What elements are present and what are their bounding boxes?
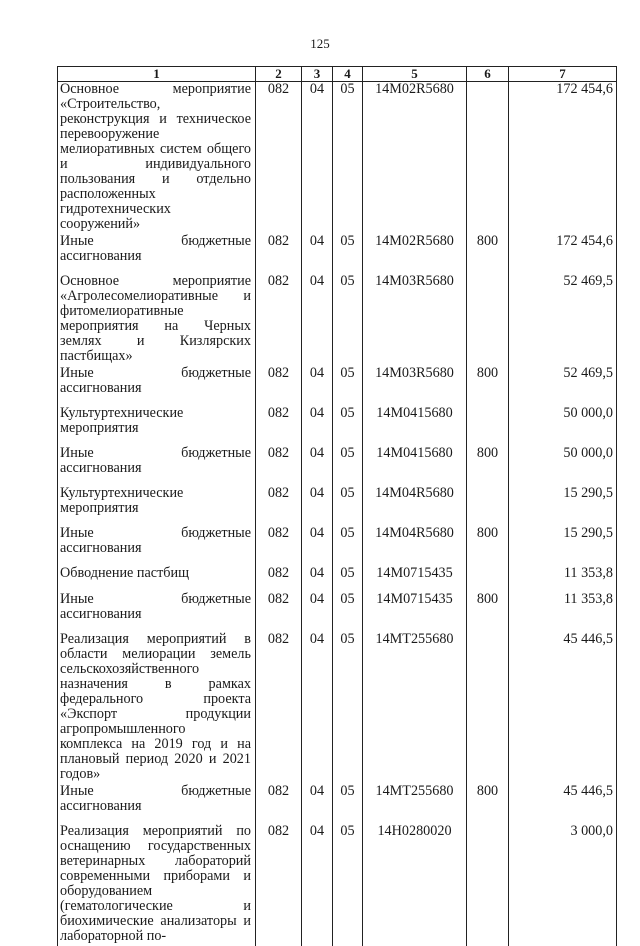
row-name-cell: Реализация мероприятий по оснащению государственных ветеринарных лабораторий современными приборами и оборудованием (гематологические и биохимические анализаторы и лабораторной по-: [58, 824, 256, 946]
row-col4-cell: 05: [333, 274, 363, 366]
row-col5-cell: 14М0415680: [363, 446, 467, 486]
row-name-cell: Культуртехнические мероприятия: [58, 486, 256, 526]
row-name-cell: Иные бюджетные ассигнования: [58, 446, 256, 486]
row-col4-cell: 05: [333, 366, 363, 406]
row-col7-cell: 11 353,8: [509, 566, 617, 592]
row-name-cell: Иные бюджетные ассигнования: [58, 592, 256, 632]
row-col4-cell: 05: [333, 526, 363, 566]
row-col2-cell: 082: [256, 366, 302, 406]
row-col5-cell: 14М03R5680: [363, 366, 467, 406]
row-col2-cell: 082: [256, 406, 302, 446]
table-row: [58, 366, 617, 406]
row-col2-cell: 082: [256, 274, 302, 366]
row-name-cell: Иные бюджетные ассигнования: [58, 366, 256, 406]
row-col5-cell: 14М02R5680: [363, 234, 467, 274]
table-row: [58, 446, 617, 486]
row-name-cell: Иные бюджетные ассигнования: [58, 526, 256, 566]
row-name-cell: Иные бюджетные ассигнования: [58, 784, 256, 824]
row-col3-cell: 04: [302, 566, 333, 592]
row-col6-cell: 800: [467, 784, 509, 824]
row-col2-cell: 082: [256, 446, 302, 486]
row-name-cell: Культуртехнические мероприятия: [58, 406, 256, 446]
row-col6-cell: [467, 406, 509, 446]
row-col5-cell: 14М0715435: [363, 566, 467, 592]
row-col2-cell: 082: [256, 486, 302, 526]
column-header: 2: [256, 67, 302, 82]
row-col7-cell: 172 454,6: [509, 234, 617, 274]
row-col5-cell: 14Н0280020: [363, 824, 467, 946]
row-col4-cell: 05: [333, 566, 363, 592]
row-col4-cell: 05: [333, 234, 363, 274]
row-col4-cell: 05: [333, 632, 363, 784]
row-col7-cell: 52 469,5: [509, 366, 617, 406]
row-col3-cell: 04: [302, 446, 333, 486]
row-name-cell: Основное мероприятие «Агролесомелиоративные и фитомелиоративные мероприятия на Черных землях и Кизлярских пастбищах»: [58, 274, 256, 366]
table-row: [58, 274, 617, 366]
row-col4-cell: 05: [333, 784, 363, 824]
row-col2-cell: 082: [256, 824, 302, 946]
row-col3-cell: 04: [302, 234, 333, 274]
row-col6-cell: [467, 274, 509, 366]
row-col7-cell: 15 290,5: [509, 526, 617, 566]
row-col2-cell: 082: [256, 632, 302, 784]
table-row: [58, 486, 617, 526]
row-col4-cell: 05: [333, 446, 363, 486]
table-row: [58, 824, 617, 946]
row-col7-cell: 3 000,0: [509, 824, 617, 946]
table-row: [58, 234, 617, 274]
header-row: [58, 67, 617, 82]
row-col5-cell: 14М04R5680: [363, 526, 467, 566]
row-col7-cell: 11 353,8: [509, 592, 617, 632]
table-row: [58, 406, 617, 446]
row-col3-cell: 04: [302, 592, 333, 632]
row-col3-cell: 04: [302, 406, 333, 446]
row-col3-cell: 04: [302, 784, 333, 824]
row-col5-cell: 14МТ255680: [363, 632, 467, 784]
row-col6-cell: [467, 632, 509, 784]
column-header: 5: [363, 67, 467, 82]
row-col7-cell: 45 446,5: [509, 632, 617, 784]
row-col2-cell: 082: [256, 592, 302, 632]
row-col5-cell: 14М0715435: [363, 592, 467, 632]
row-col5-cell: 14МТ255680: [363, 784, 467, 824]
table-row: [58, 566, 617, 592]
row-col7-cell: 50 000,0: [509, 446, 617, 486]
column-header: 4: [333, 67, 363, 82]
row-col5-cell: 14М03R5680: [363, 274, 467, 366]
row-col2-cell: 082: [256, 234, 302, 274]
page-number: 125: [310, 36, 330, 51]
row-col2-cell: 082: [256, 566, 302, 592]
row-col4-cell: 05: [333, 82, 363, 235]
row-col7-cell: 15 290,5: [509, 486, 617, 526]
row-col3-cell: 04: [302, 632, 333, 784]
row-col2-cell: 082: [256, 784, 302, 824]
row-col6-cell: [467, 824, 509, 946]
table-row: [58, 526, 617, 566]
row-col3-cell: 04: [302, 82, 333, 235]
row-col7-cell: 50 000,0: [509, 406, 617, 446]
row-name-cell: Обводнение пастбищ: [58, 566, 256, 592]
row-col3-cell: 04: [302, 366, 333, 406]
row-col5-cell: 14М04R5680: [363, 486, 467, 526]
row-col4-cell: 05: [333, 406, 363, 446]
table-row: [58, 82, 617, 235]
row-col2-cell: 082: [256, 526, 302, 566]
row-col5-cell: 14М02R5680: [363, 82, 467, 235]
row-col3-cell: 04: [302, 526, 333, 566]
row-col7-cell: 52 469,5: [509, 274, 617, 366]
row-col3-cell: 04: [302, 824, 333, 946]
row-col7-cell: 45 446,5: [509, 784, 617, 824]
row-col3-cell: 04: [302, 486, 333, 526]
table-row: [58, 784, 617, 824]
row-col6-cell: 800: [467, 366, 509, 406]
table-row: [58, 592, 617, 632]
budget-table: [57, 66, 617, 946]
row-col4-cell: 05: [333, 824, 363, 946]
row-col6-cell: 800: [467, 592, 509, 632]
row-name-cell: Основное мероприятие «Строительство, реконструкция и техническое перевооружение мелиоративных систем общего и индивидуального пользования и отдельно расположенных гидротехнических сооружений»: [58, 82, 256, 235]
row-col6-cell: [467, 486, 509, 526]
row-col3-cell: 04: [302, 274, 333, 366]
row-col6-cell: [467, 566, 509, 592]
row-col6-cell: 800: [467, 446, 509, 486]
row-col6-cell: 800: [467, 234, 509, 274]
row-col5-cell: 14М0415680: [363, 406, 467, 446]
column-header: 1: [58, 67, 256, 82]
row-col7-cell: 172 454,6: [509, 82, 617, 235]
column-header: 6: [467, 67, 509, 82]
row-col2-cell: 082: [256, 82, 302, 235]
table-row: [58, 632, 617, 784]
column-header: 3: [302, 67, 333, 82]
row-col4-cell: 05: [333, 486, 363, 526]
row-col4-cell: 05: [333, 592, 363, 632]
row-name-cell: Реализация мероприятий в области мелиорации земель сельскохозяйственного назначения в рамках федерального проекта «Экспорт продукции агропромышленного комплекса на 2019 год и на плановый период 2020 и 2021 годов»: [58, 632, 256, 784]
row-col6-cell: 800: [467, 526, 509, 566]
row-col6-cell: [467, 82, 509, 235]
row-name-cell: Иные бюджетные ассигнования: [58, 234, 256, 274]
column-header: 7: [509, 67, 617, 82]
